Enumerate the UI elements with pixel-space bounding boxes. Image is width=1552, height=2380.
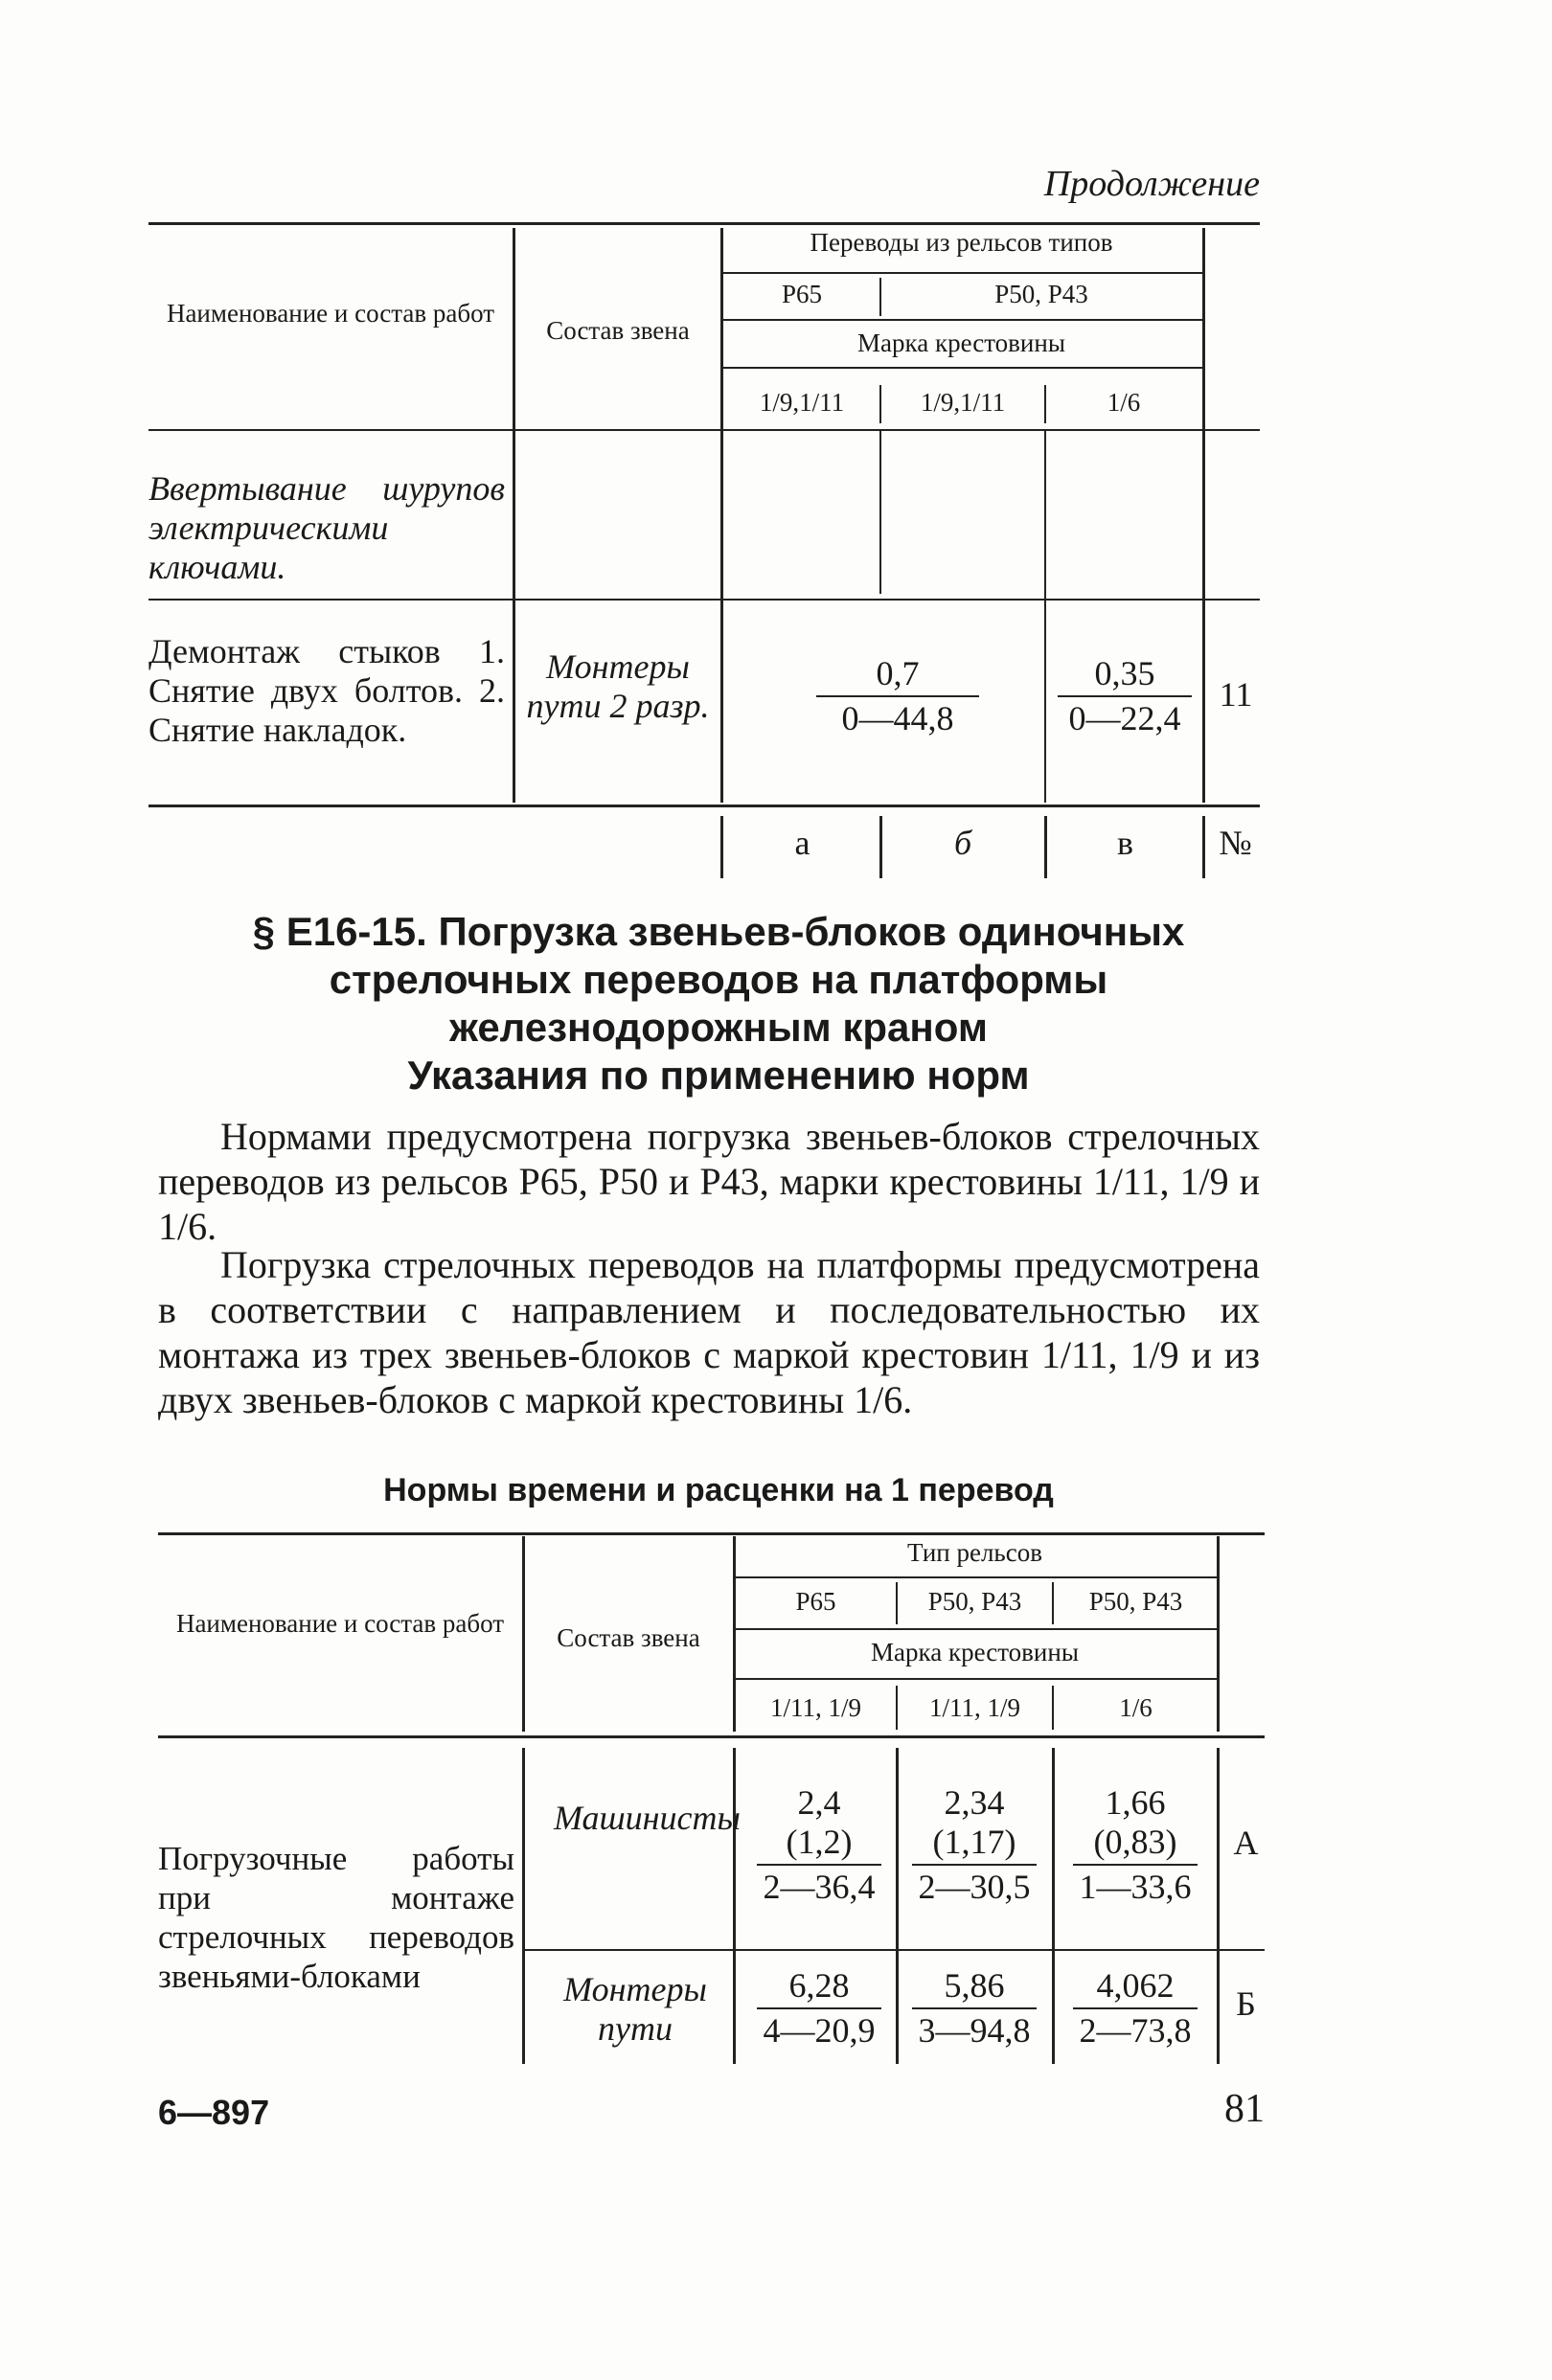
footer-signature: 6—897 bbox=[158, 2093, 270, 2132]
table-2-row-b-letter: Б bbox=[1236, 1984, 1256, 2023]
table-1-frog-b: 1/9,1/11 bbox=[920, 388, 1006, 417]
table-1-header-tick-2 bbox=[879, 385, 881, 423]
table-1-vline-3 bbox=[879, 429, 881, 594]
table-2-row-divider bbox=[525, 1949, 1265, 1951]
table-2-header-tick-4 bbox=[1052, 1686, 1054, 1730]
table-1-row-2-name: Демонтаж стыков 1. Снятие двух болтов. 2. Снятие накладок. bbox=[148, 632, 505, 749]
table-1-col-crew: Состав звена bbox=[546, 316, 690, 345]
table-2-frog: Марка крестовины bbox=[871, 1638, 1079, 1666]
table-1-row-2-c-price: 0—22,4 bbox=[1068, 699, 1181, 737]
table-2-rail-c: Р50, Р43 bbox=[1088, 1587, 1183, 1616]
table-2-row-a-c-norm: 1,66 bbox=[1105, 1783, 1166, 1822]
table-1-rail-sub-rule bbox=[720, 319, 1202, 321]
table-1-frog: Марка крестовины bbox=[857, 329, 1065, 357]
table-2-row-a-letter: А bbox=[1233, 1824, 1259, 1862]
table-2-vline-3 bbox=[1217, 1536, 1220, 1732]
table-2-work-name: Погрузочные работы при монтаже стрелочных переводов звеньями-блоками bbox=[158, 1840, 514, 1995]
table-2-row-b-b-price: 3—94,8 bbox=[918, 2011, 1031, 2050]
table-1-footer-c: в bbox=[1117, 824, 1133, 862]
table-1-rail-bc: Р50, Р43 bbox=[994, 280, 1088, 308]
table-1-row-2-ab-norm: 0,7 bbox=[816, 654, 979, 697]
table-2-top-rule bbox=[158, 1532, 1265, 1535]
table-2-header-tick-2 bbox=[1052, 1582, 1054, 1624]
paragraph-1: Нормами предусмотрена погрузка звеньев-блоков стрелочных переводов из рельсов Р65, Р50 и Р43, марки крестовины 1/11, 1/9 и 1/6. bbox=[158, 1115, 1260, 1248]
table-1-row-divider bbox=[148, 599, 1260, 601]
table-2-rail-a: Р65 bbox=[795, 1587, 836, 1616]
table-2-vline-2 bbox=[733, 1536, 736, 1732]
table-1-vline-5 bbox=[1202, 228, 1205, 803]
table-2-row-b-c-price: 2—73,8 bbox=[1079, 2011, 1192, 2050]
table-2-rail-sub-rule bbox=[733, 1628, 1217, 1630]
page-number: 81 bbox=[1224, 2087, 1265, 2131]
table-2-title: Нормы времени и расценки на 1 перевод bbox=[383, 1472, 1054, 1508]
table-1-vline-4 bbox=[1044, 429, 1046, 803]
table-1-row-2-crew: Монтеры пути 2 разр. bbox=[526, 647, 710, 725]
table-2-header-tick-1 bbox=[896, 1582, 898, 1624]
table-1-row-2-ab-fraction bbox=[816, 654, 979, 738]
table-2-body-vline-1 bbox=[522, 1748, 525, 2064]
table-2-frog-rule bbox=[733, 1678, 1217, 1680]
table-1-footer-tick-2 bbox=[879, 816, 882, 878]
table-2-row-b-a-price: 4—20,9 bbox=[763, 2011, 876, 2050]
table-1-row-2-c-fraction bbox=[1058, 654, 1192, 738]
table-1-row-2-ab-price: 0—44,8 bbox=[841, 699, 954, 737]
table-2-body-vline-2 bbox=[733, 1748, 736, 2064]
table-1-header-bottom-rule bbox=[148, 429, 1260, 431]
table-1-footer-tick-4 bbox=[1202, 816, 1205, 878]
continuation-label: Продолжение bbox=[1043, 164, 1260, 204]
table-1-bottom-rule bbox=[148, 805, 1260, 807]
table-2-row-a-crew: Машинисты bbox=[554, 1799, 741, 1837]
table-2-row-b-c-norm: 4,062 bbox=[1073, 1966, 1198, 2009]
table-2-body-vline-5 bbox=[1217, 1748, 1220, 2064]
table-1-col-name: Наименование и состав работ bbox=[166, 299, 495, 328]
table-2-rail-rule bbox=[733, 1576, 1217, 1578]
table-1-row-2-c-norm: 0,35 bbox=[1058, 654, 1192, 697]
subheading: Указания по применению норм bbox=[407, 1053, 1030, 1098]
table-2-row-b-crew: Монтеры пути bbox=[563, 1970, 707, 2048]
table-2-row-a-col-c bbox=[1073, 1783, 1198, 1907]
table-2-frog-a: 1/11, 1/9 bbox=[769, 1693, 861, 1722]
paragraph-2: Погрузка стрелочных переводов на платформы предусмотрена в соответствии с направлением и последовательностью их монтажа из трех звеньев-блоков с маркой крестовин 1/11, 1/9 и из двух звеньев-блоков с маркой крестовины 1/6. bbox=[158, 1243, 1260, 1421]
table-2-row-a-b-price: 2—30,5 bbox=[918, 1868, 1031, 1906]
table-2-header-bottom-rule bbox=[158, 1735, 1265, 1738]
table-1-vline-2 bbox=[720, 228, 723, 803]
table-2-row-b-b-norm: 5,86 bbox=[912, 1966, 1037, 2009]
table-2-body-vline-4 bbox=[1052, 1748, 1055, 2064]
table-2-col-crew: Состав звена bbox=[557, 1623, 700, 1652]
table-1-rail-rule bbox=[720, 272, 1202, 274]
table-2-header-tick-3 bbox=[896, 1686, 898, 1730]
table-1-footer-b: б bbox=[953, 824, 972, 862]
table-2-rail-type: Тип рельсов bbox=[907, 1538, 1042, 1567]
table-1-footer-a: а bbox=[794, 824, 810, 862]
table-1-footer-num: № bbox=[1219, 824, 1252, 862]
table-2-row-a-a-norm: 2,4 bbox=[797, 1783, 841, 1822]
table-1-footer-tick-3 bbox=[1044, 816, 1047, 878]
table-1-row-2-num: 11 bbox=[1219, 675, 1253, 714]
table-2-frog-b: 1/11, 1/9 bbox=[928, 1693, 1020, 1722]
table-2-row-b-col-b bbox=[912, 1966, 1037, 2051]
table-2-row-a-b-norm: 2,34 bbox=[944, 1783, 1005, 1822]
table-1-footer-tick-1 bbox=[720, 816, 723, 878]
table-2-row-b-col-c bbox=[1073, 1966, 1198, 2051]
table-2-row-a-c-sub: (0,83) bbox=[1073, 1823, 1198, 1866]
table-1-frog-a: 1/9,1/11 bbox=[759, 388, 845, 417]
table-2-row-a-a-sub: (1,2) bbox=[757, 1823, 881, 1866]
table-2-row-a-a-price: 2—36,4 bbox=[763, 1868, 876, 1906]
table-2-row-b-a-norm: 6,28 bbox=[757, 1966, 881, 2009]
section-title: § Е16-15. Погрузка звеньев-блоков одиночных стрелочных переводов на платформы железнодорожным краном bbox=[252, 909, 1185, 1050]
table-2-col-name: Наименование и состав работ bbox=[175, 1609, 505, 1638]
table-1-vline-1 bbox=[513, 228, 515, 803]
table-2-row-a-col-b bbox=[912, 1783, 1037, 1907]
table-2-vline-1 bbox=[522, 1536, 525, 1732]
table-2-rail-b: Р50, Р43 bbox=[927, 1587, 1022, 1616]
table-2-row-a-col-a bbox=[757, 1783, 881, 1907]
table-2-row-a-b-sub: (1,17) bbox=[912, 1823, 1037, 1866]
table-1-header-tick-3 bbox=[1044, 385, 1046, 423]
table-1-rail-types: Переводы из рельсов типов bbox=[810, 228, 1113, 257]
table-1-rail-a: Р65 bbox=[781, 280, 823, 308]
table-2-body-vline-3 bbox=[896, 1748, 899, 2064]
table-1-top-rule bbox=[148, 222, 1260, 225]
table-2-row-a-c-price: 1—33,6 bbox=[1079, 1868, 1192, 1906]
table-1-frog-rule bbox=[720, 367, 1202, 369]
table-1-header-tick-1 bbox=[879, 278, 881, 316]
table-1-row-1-name: Ввертывание шурупов электрическими ключами. bbox=[148, 469, 505, 586]
table-2-frog-c: 1/6 bbox=[1119, 1693, 1153, 1722]
table-2-row-b-col-a bbox=[757, 1966, 881, 2051]
table-1-frog-c: 1/6 bbox=[1107, 388, 1141, 417]
